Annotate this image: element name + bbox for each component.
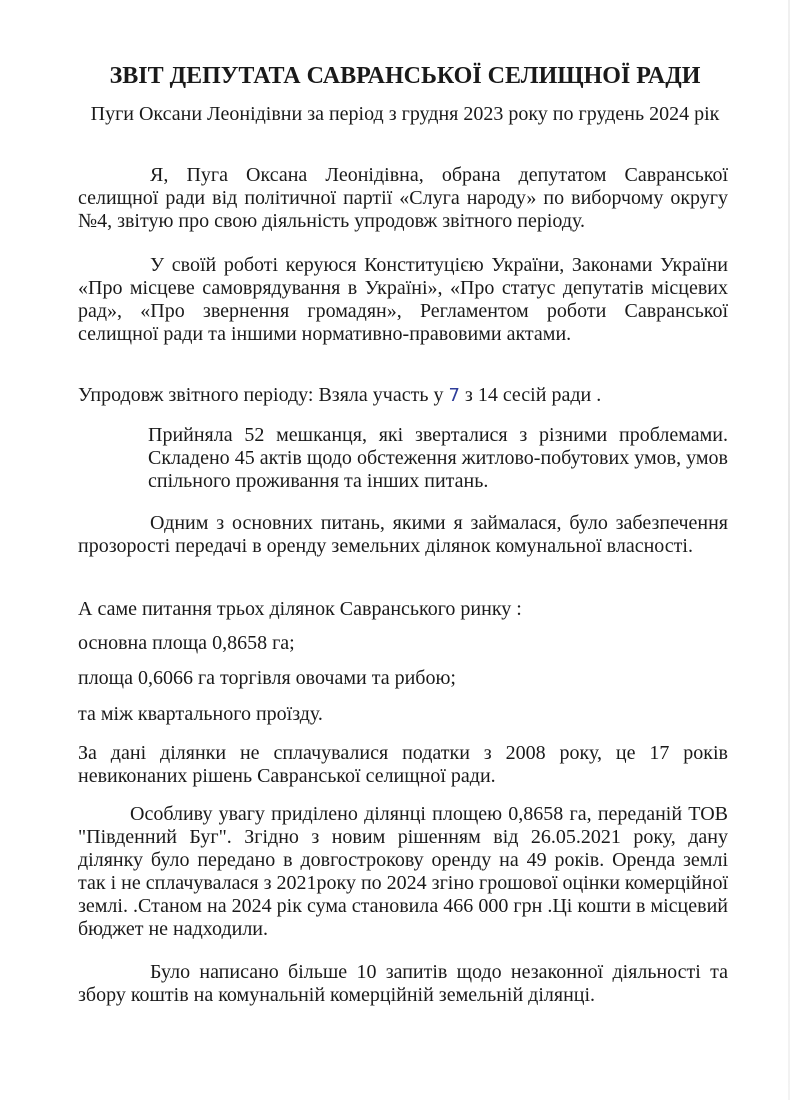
sessions-attended-handwritten: 7 [448, 385, 460, 406]
legal-basis-paragraph: У своїй роботі керуюся Конституцією України, Законами України «Про місцеве самоврядування в Україні», «Про статус депутатів місцевих рад», «Про звернення громадян», Регламентом роботи Савранської селищної ради та іншими нормативно-правовими актами. [78, 254, 728, 345]
plot-item-1: основна площа 0,8658 га; [78, 632, 295, 654]
document-subtitle: Пуги Оксани Леонідівни за період з грудня 2023 року по грудень 2024 рік [90, 103, 720, 125]
plot-item-2: площа 0,6066 га торгівля овочами та рибою; [78, 667, 456, 689]
intro-paragraph: Я, Пуга Оксана Леонідівна, обрана депутатом Савранської селищної ради від політичної партії «Слуга народу» по виборчому округу №4, звітую про свою діяльність упродовж звітного періоду. [78, 164, 728, 232]
reception-paragraph: Прийняла 52 мешканця, які зверталися з різними проблемами. Складено 45 актів щодо обстеження житлово-побутових умов, умов спільного проживання та інших питань. [148, 424, 728, 492]
requests-paragraph: Було написано більше 10 запитів щодо незаконної діяльності та збору коштів на комунальній комерційній земельній ділянці. [78, 961, 728, 1006]
sessions-suffix: сесій ради . [502, 384, 602, 406]
plot-item-3: та між квартального проїзду. [78, 703, 323, 725]
sessions-paragraph [78, 384, 728, 407]
document-title: ЗВІТ ДЕПУТАТА САВРАНСЬКОЇ СЕЛИЩНОЇ РАДИ [109, 63, 701, 89]
scan-edge [788, 0, 790, 1100]
main-issue-paragraph: Одним з основних питань, якими я займалася, було забезпечення прозорості передачі в оренду земельних ділянок комунальної власності. [78, 512, 728, 557]
special-attention-paragraph: Особливу увагу приділено ділянці площею 0,8658 га, переданій ТОВ "Південний Буг". Згідно з новим рішенням від 26.05.2021 року, дану ділянку було передано в довгострокову оренду на 49 років. Оренда землі так і не сплачувалася з 2021року по 2024 згіно грошової оцінки комерційної землі. .Станом на 2024 рік сума становила 466 000 грн .Ці кошти в місцевий бюджет не надходили. [78, 803, 728, 940]
sessions-total: 14 [477, 384, 498, 406]
sessions-prefix: Упродовж звітного періоду: Взяла участь у [78, 384, 444, 406]
taxes-paragraph: За дані ділянки не сплачувалися податки з 2008 року, це 17 років невиконаних рішень Савранської селищної ради. [78, 742, 728, 787]
market-intro: А саме питання трьох ділянок Савранського ринку : [78, 598, 522, 620]
sessions-between: з [464, 384, 473, 406]
